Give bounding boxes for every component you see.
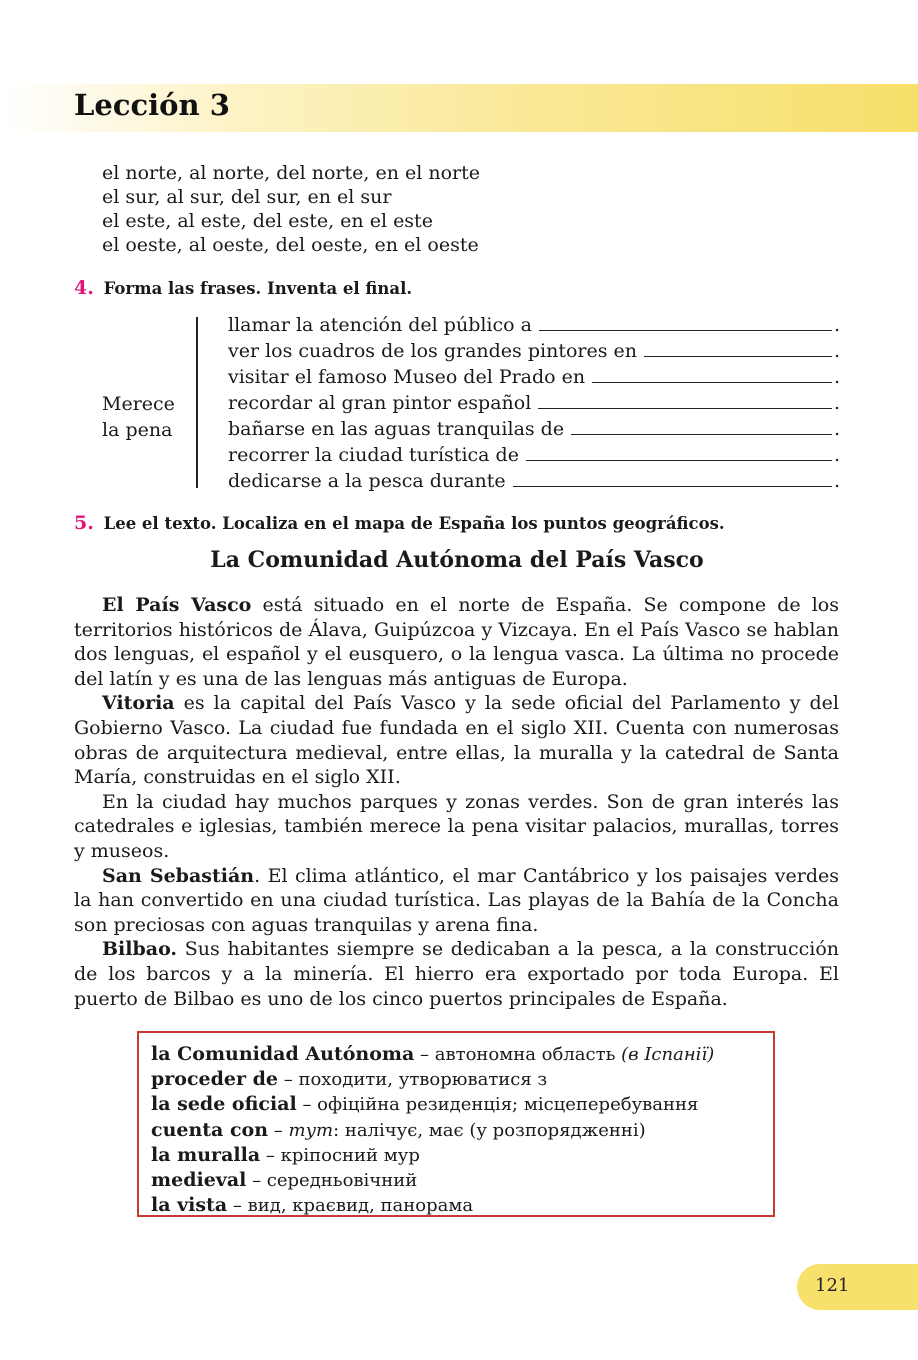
phrase-text: recordar al gran pintor español — [228, 392, 532, 414]
phrase-end: . — [833, 444, 840, 466]
paragraph-body: Sus habitantes siempre se dedicaban a la pesca, a la construcción de los barcos y a la minería. El hierro era exportado por toda Europa. El puerto de Bilbao es uno de los cinco puertos principales de España. — [74, 938, 839, 1010]
direction-line: el sur, al sur, del sur, en el sur — [102, 186, 392, 208]
paragraph — [74, 790, 839, 864]
answer-blank[interactable] — [526, 443, 832, 461]
paragraph-lead: El País Vasco — [102, 594, 252, 616]
paragraph-lead: San Sebastián — [102, 864, 255, 887]
phrase-end: . — [833, 340, 840, 362]
vocabulary-box — [137, 1031, 775, 1217]
paragraph-body: está situado en el norte de España. Se compone de los territorios históricos de Álava, Guipúzcoa y Vizcaya. En el País Vasco se hablan dos lenguas, el español y el eusquero, o la lengua vasca. La última no procede del latín y es una de las lenguas más antiguas de Europa. — [74, 594, 839, 690]
vocab-translation: – середньовічний — [246, 1170, 418, 1192]
paragraph-body: En la ciudad hay muchos parques y zonas verdes. Son de gran interés las catedrales e iglesias, también merece la pena visitar palacios, murallas, torres y museos. — [74, 790, 839, 862]
paragraph — [74, 864, 839, 938]
vocab-translation: : налічує, має (у розпорядженні) — [333, 1119, 646, 1141]
vocab-term: cuenta con — [151, 1118, 269, 1141]
phrase-text: llamar la atención del público a — [228, 314, 532, 336]
paragraph-body: . El clima atlántico, el mar Cantábrico y los paisajes verdes la han convertido en una ciudad turística. Las playas de la Bahía de la Concha son preciosas con aguas tranquilas y arena fina. — [74, 864, 840, 936]
phrase-text: bañarse en las aguas tranquilas de — [228, 418, 565, 440]
vocab-entry — [151, 1042, 761, 1067]
reading-title: La Comunidad Autónoma del País Vasco — [210, 547, 704, 573]
vocab-entry — [151, 1168, 761, 1193]
phrase-end: . — [833, 418, 840, 440]
vocab-term: la vista — [151, 1194, 228, 1217]
vocab-entry — [151, 1092, 761, 1117]
paragraph-lead: Bilbao. — [102, 938, 178, 961]
directions-list — [102, 161, 480, 257]
direction-line: el norte, al norte, del norte, en el norte — [102, 162, 480, 184]
phrase-row — [228, 417, 840, 443]
phrase-row — [228, 365, 840, 391]
vocab-term: medieval — [151, 1169, 247, 1192]
vocab-term: la sede oficial — [151, 1093, 297, 1116]
phrase-end: . — [833, 392, 840, 414]
answer-blank[interactable] — [513, 469, 832, 487]
answer-blank[interactable] — [644, 339, 832, 357]
exercise-number: 5. — [74, 512, 94, 534]
stem-line: la pena — [102, 419, 173, 441]
lesson-title: Lección 3 — [74, 88, 230, 122]
vocab-note: тут — [288, 1119, 334, 1141]
exercise-instruction: Forma las frases. Inventa el final. — [103, 279, 413, 298]
phrase-end: . — [833, 314, 840, 336]
exercise-instruction: Lee el texto. Localiza en el mapa de España los puntos geográficos. — [103, 514, 725, 533]
answer-blank[interactable] — [592, 365, 832, 383]
vocab-translation: – вид, краєвид, панорама — [227, 1195, 474, 1217]
phrase-text: recorrer la ciudad turística de — [228, 444, 519, 466]
direction-line: el este, al este, del este, en el este — [102, 210, 433, 232]
vocab-translation: – автономна область — [414, 1044, 622, 1065]
phrase-text: ver los cuadros de los grandes pintores en — [228, 340, 637, 362]
phrase-row — [228, 339, 840, 365]
vocab-entry — [151, 1067, 761, 1092]
vocab-translation: – кріпосний мур — [260, 1144, 420, 1166]
exercise-number: 4. — [74, 277, 94, 299]
vocab-entry — [151, 1193, 761, 1218]
phrase-list — [228, 313, 840, 495]
reading-text — [74, 593, 839, 1011]
phrase-stem — [102, 391, 175, 443]
direction-line: el oeste, al oeste, del oeste, en el oeste — [102, 234, 479, 256]
vocab-term: la muralla — [151, 1143, 261, 1166]
phrase-text: dedicarse a la pesca durante — [228, 470, 506, 492]
vocab-term: proceder de — [151, 1068, 278, 1091]
answer-blank[interactable] — [538, 391, 832, 409]
paragraph — [74, 937, 839, 1011]
paragraph-lead: Vitoria — [102, 692, 175, 715]
vocab-translation: – офіційна резиденція; місцеперебування — [296, 1094, 699, 1116]
vocab-term: la Comunidad Autónoma — [151, 1043, 415, 1065]
phrase-end: . — [833, 366, 840, 388]
phrase-row — [228, 469, 840, 495]
vocab-note: (в Іспанії) — [621, 1044, 715, 1065]
paragraph-body: es la capital del País Vasco y la sede oficial del Parlamento y del Gobierno Vasco. La ciudad fue fundada en el siglo XII. Cuenta con numerosas obras de arquitectura medieval, entre ellas, la muralla y la catedral de Santa María, construidas en el siglo XII. — [74, 692, 839, 789]
exercise-5-heading — [74, 512, 725, 534]
paragraph — [74, 593, 839, 691]
stem-line: Merece — [102, 393, 175, 415]
vocab-translation: – походити, утворюватися з — [278, 1069, 548, 1091]
phrase-row — [228, 391, 840, 417]
page-number: 121 — [815, 1275, 850, 1296]
exercise-4-heading — [74, 277, 412, 299]
answer-blank[interactable] — [539, 313, 832, 331]
phrase-text: visitar el famoso Museo del Prado en — [228, 366, 586, 388]
answer-blank[interactable] — [571, 417, 832, 435]
vocab-entry — [151, 1118, 761, 1143]
vocab-entry — [151, 1143, 761, 1168]
divider-bar — [196, 317, 198, 488]
phrase-end: . — [833, 470, 840, 492]
phrase-row — [228, 313, 840, 339]
phrase-row — [228, 443, 840, 469]
paragraph — [74, 691, 839, 789]
vocab-dash: – — [268, 1119, 289, 1141]
